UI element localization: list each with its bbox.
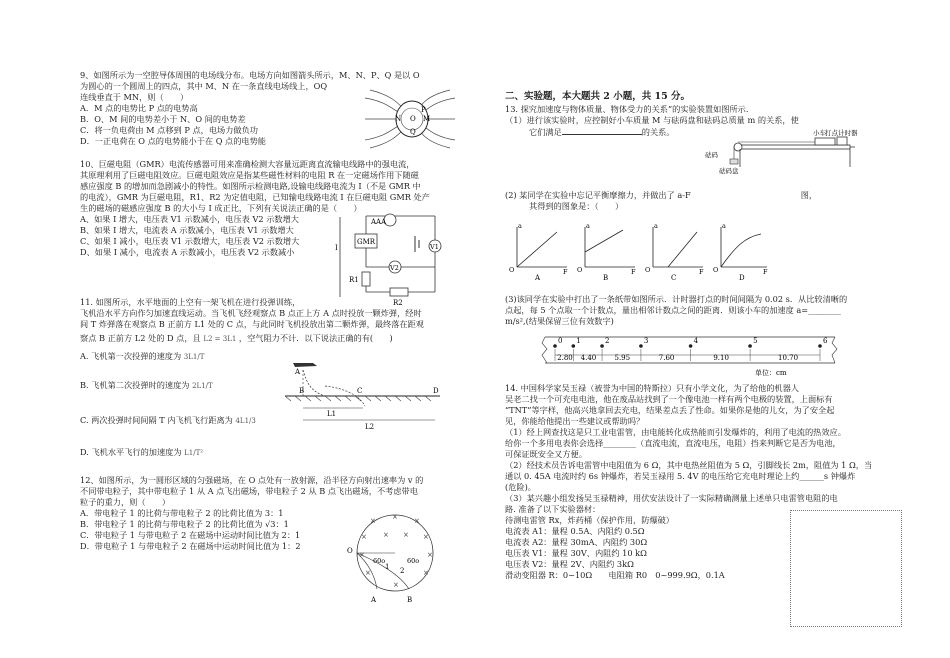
q10-label-r2: R2 <box>393 299 403 307</box>
q14-line: （1）经上网查找这是只工业电雷管，由电能转化成热能而引发爆炸的，利用了电流的热效应。 <box>505 427 846 437</box>
q13-line: 它们满足 <box>529 127 562 137</box>
q10-stem-line: 的电流），GMR 为巨磁电阻，R1、R2 为定值电阻，已知输电线路电流 I 在巨磁电阻 GMR 处产 <box>80 192 430 202</box>
q12-option-c: C．带电粒子 1 与带电粒子 2 在磁场中运动时间比值为 2：1 <box>80 530 301 540</box>
q11-label-b: B <box>299 387 305 395</box>
q9-label-q: Q <box>410 128 416 136</box>
question-11 <box>80 297 424 363</box>
q13-graph-a-axis: a <box>722 222 726 230</box>
q13-graph-d[interactable] <box>713 222 768 282</box>
q12-option-d: D．带电粒子 1 与带电粒子 2 在磁场中运动时间比值为 1：2 <box>80 541 301 551</box>
q9-label-n: N <box>395 115 402 123</box>
q13-graph-c[interactable] <box>645 222 704 282</box>
q13-graph-a-axis: a <box>586 222 590 230</box>
q14-line: （3）某兴趣小组发扬吴玉禄精神，用伏安法设计了一实际精确测量上述单只电雷管电阻的电 <box>505 493 838 503</box>
tape-point-label: 3 <box>643 337 649 345</box>
tape-point-label: 5 <box>753 337 758 345</box>
q14-line: 14. 中国科学家吴玉禄（被誉为中国的特斯拉）只有小学文化，为了给他的机器人 <box>505 383 799 393</box>
q14-line: 可保证既安全又方便。 <box>505 449 587 459</box>
q13-part-2 <box>505 190 817 212</box>
q10-option-d: D、如果 I 减小，电流表 A 示数减小，电压表 V2 示数减小 <box>80 247 295 257</box>
q11-option-c-value: 4L1/3 <box>235 417 256 425</box>
tape-point <box>818 344 822 348</box>
svg-text:×: × <box>423 569 429 577</box>
q10-option-a: A、如果 I 增大，电压表 V1 示数减小，电压表 V2 示数增大 <box>80 214 299 224</box>
q14-line: 电压表 V2：量程 2V、内阻约 3kΩ <box>505 559 634 569</box>
tape-point-label: 1 <box>576 337 581 345</box>
q11-option-a: A. 飞机第一次投弹的速度为 <box>80 351 182 361</box>
q12-label-1: 1 <box>385 563 390 571</box>
q9-option-b: B．O、M 间的电势差小于 N、O 间的电势差 <box>80 114 246 124</box>
q10-stem-line: 其原理利用了巨磁电阻效应。巨磁电阻效应是指某些磁性材料的电阻 R 在一定磁场作用下随磁 <box>80 170 419 180</box>
q14-line: 吴老二找一个可充电电池，他在废品站找到了一个像电池一样有两个电极的装置，上面标有 <box>505 394 833 404</box>
q11-option-a-value: 3L1/T <box>183 353 205 361</box>
q14-line: 给你一个多用电表你会选择________（直流电流，直流电压，电阻）挡来判断它是否为电池， <box>505 438 841 448</box>
q9-label-m: M <box>423 115 431 123</box>
q11-option-d: D. 飞机水平飞行的加速度为 <box>80 447 182 457</box>
q13-part-3 <box>505 294 847 327</box>
svg-text:×: × <box>403 531 409 539</box>
tape-point <box>639 344 643 348</box>
tape-point <box>689 344 693 348</box>
q9-stem-line: 为圆心的一个圆周上的四点，其中 M、N 在一条直线电场线上，OQ <box>80 81 328 91</box>
tape-distance-label: 9.10 <box>713 354 729 362</box>
tape-point-label: 6 <box>823 337 828 345</box>
q13-line: 13. 探究加速度与物体质量、物体受力的关系”的实验装置如图所示. <box>505 104 749 114</box>
q11-option-b-value: 2L1/T <box>192 382 213 390</box>
q13-line: 的关系。 <box>641 127 675 137</box>
q13-part2-line: (2) 某同学在实验中忘记平衡摩擦力，并做出了 a-F <box>505 190 691 200</box>
q14-line: 电流表 A2：量程 30mA、内阻约 30Ω <box>505 537 648 547</box>
q11-option-b: B. 飞机第二次投弹时的速度为 <box>80 380 190 390</box>
q13-graph-b[interactable] <box>577 222 636 282</box>
q13-af-graphs <box>505 222 768 282</box>
q11-label-l1: L1 <box>327 410 337 418</box>
svg-text:×: × <box>393 581 399 589</box>
q14-line: 通以 0. 45A 电流时约 6s 钟爆炸，若吴玉禄用 5. 4V 的电压给它充电时理论上约______s 钟爆炸 <box>505 471 856 481</box>
q10-label-i: I <box>335 244 338 252</box>
tape-point <box>600 344 604 348</box>
q12-option-b: B．带电粒子 1 的比荷与带电粒子 2 的比荷比值为 <box>80 519 263 529</box>
q13-graph-f-axis: F <box>563 268 568 276</box>
svg-text:×: × <box>414 517 420 525</box>
q9-stem-line: 9、如图所示为一空腔导体周围的电场线分布。电场方向如图箭头所示，M、N、P、Q 是以 O <box>80 70 420 80</box>
q9-option-d: D．一正电荷在 O 点的电势能小于在 Q 点的电势能 <box>80 136 266 146</box>
q12-label-a: A <box>371 596 377 604</box>
q9-label-p: P <box>421 106 426 114</box>
q14-line: 待测电雷管 Rx，炸药桶（保护作用，防爆破） <box>505 515 674 525</box>
svg-text:×: × <box>392 513 398 521</box>
q12-label-2: 2 <box>400 567 405 575</box>
q10-label-gmr: GMR <box>357 238 376 246</box>
q13-label-weight-pan: 砝码盘 <box>719 167 739 175</box>
q14-line: “TNT”等字样，他高兴地拿回去充电，结果差点丢了性命。如果你是他的儿女，为了安全起 <box>505 405 835 415</box>
q13-part3-line: (3)该同学在实验中打出了一条纸带如图所示．计时器打点的时间间隔为 0.02 s．从比较清晰的 <box>505 294 848 304</box>
q11-option-d-row <box>80 447 203 459</box>
q11-option-d-value: L1/T² <box>184 449 204 457</box>
q10-label-v1: V1 <box>430 243 439 251</box>
tape-distance-label: 2.80 <box>557 354 573 362</box>
q13-answer-blank <box>562 126 642 135</box>
q13-apparatus-figure <box>705 127 858 175</box>
tape-point-label: 0 <box>558 337 563 345</box>
tape-distance-label: 10.70 <box>778 354 799 362</box>
q13-graph-origin: O <box>713 266 719 274</box>
tape-point <box>748 344 752 348</box>
svg-text:×: × <box>383 531 389 539</box>
q11-label-l2: L2 <box>365 423 375 431</box>
q9-option-a: A．M 点的电势比 P 点的电势高 <box>80 103 198 113</box>
q11-stem-line: 飞机沿水平方向作匀加速直线运动。当飞机飞经观察点 B 点正上方 A 点时投放一颗炸弹，经时 <box>80 308 422 318</box>
q10-option-b: B、如果 I 增大，电流表 A 示数减小，电压表 V1 示数增大 <box>80 225 294 235</box>
q11-label-d: D <box>433 387 439 395</box>
q12-stem-line: 12、如图所示，为一圆形区域的匀强磁场，在 O 点处有一放射源，沿半径方向射出速率为 v 的 <box>80 475 424 485</box>
q14-line: 滑动变阻器 R：0~10Ω 电阻箱 R0 0~999.9Ω，0.1A <box>505 570 725 580</box>
q13-paper-tape <box>545 331 835 376</box>
q13-label-cart: 小车 <box>813 129 826 137</box>
q10-stem-line: 生的磁场的磁感应强度 B 的大小与 I 成正比，下列有关说法正确的是（ ） <box>80 203 362 213</box>
q14-line: 电流表 A1：量程 0.5A、内阻约 0.5Ω <box>505 526 645 536</box>
q10-gmr-circuit-figure <box>335 212 445 307</box>
q13-graph-label-d: D <box>739 274 745 282</box>
q10-stem-line: 感应强度 B 的增加而急剧减小的特性。如图所示检测电路,设输电线路电流为 I（不是 GMR 中 <box>80 181 421 191</box>
svg-text:×: × <box>365 569 371 577</box>
q11-relation: L2 = 3L1 <box>203 335 237 343</box>
tape-point <box>571 344 575 348</box>
tape-point <box>553 344 557 348</box>
q13-tape-unit: 单位：cm <box>755 369 787 377</box>
q10-stem-line: 10、巨磁电阻（GMR）电流传感器可用来准确检测大容量远距离直流输电线路中的强电流， <box>80 159 415 169</box>
q14-line: 见，你能给他提出一些建议或帮助吗？ <box>505 416 645 426</box>
q12-option-b-value: √3：1 <box>265 519 289 529</box>
svg-text:×: × <box>423 533 429 541</box>
q11-option-c: C. 两次投弹时间间隔 T 内飞机飞行距离为 <box>80 415 233 425</box>
q12-label-60-left: 60o <box>373 557 386 565</box>
q12-label-b: B <box>407 596 413 604</box>
svg-text:×: × <box>359 551 365 559</box>
svg-text:×: × <box>361 533 367 541</box>
q13-graph-a-axis: a <box>654 222 658 230</box>
q13-graph-a[interactable] <box>509 222 568 282</box>
q13-part2-line: 其得到的图象是：（ ） <box>529 201 624 211</box>
q12-option-a: A．带电粒子 1 的比荷与带电粒子 2 的比荷比值为 3：1 <box>80 508 284 518</box>
tape-point-label: 4 <box>693 337 699 345</box>
q11-label-a: A <box>295 368 301 376</box>
tape-distance-label: 4.40 <box>580 354 597 362</box>
section-title: 二、实验题，本大题共 2 小题，共 15 分。 <box>505 91 691 102</box>
q9-label-o: O <box>410 115 416 123</box>
q12-stem-line: 粒子的重力，则（ ） <box>80 497 171 507</box>
q10-label-v2: V2 <box>390 264 399 272</box>
tape-distance-label: 7.60 <box>658 354 675 362</box>
q9-electric-field-figure <box>365 88 455 150</box>
q13-graph-origin: O <box>577 266 583 274</box>
svg-text:×: × <box>370 517 376 525</box>
q13-part3-line: 点起，每 5 个点取一个计数点，量出相邻计数点之间的距离．则该小车的加速度 a=________ <box>505 305 841 315</box>
q9-stem-line: 连线垂直于 MN，则（ ） <box>80 92 189 102</box>
q11-label-c: C <box>357 387 363 395</box>
q11-stem-line: ，空气阻力不计．以下说法正确的有( ) <box>238 333 393 343</box>
q10-option-c: C、如果 I 减小，电压表 V1 示数增大，电压表 V2 示数增大 <box>80 236 300 246</box>
q14-line: 电压表 V1：量程 30V、内阻约 10 kΩ <box>505 548 647 558</box>
q14-line: （2）经技术员告诉电雷管中电阻值为 6 Ω，其中电热丝阻值为 5 Ω，引脚线长 2m，阻值为 1 Ω，当 <box>505 460 873 470</box>
q12-label-60-right: 60o <box>407 557 420 565</box>
q14-circuit-answer-box[interactable] <box>790 510 902 627</box>
q13-label-timer: 打点计时器 <box>825 129 858 137</box>
q13-part3-line: m/s²,(结果保留三位有效数字) <box>505 316 614 326</box>
q9-option-c: C．将一负电荷由 M 点移到 P 点，电场力做负功 <box>80 125 258 135</box>
q13-label-weights: 砝码 <box>705 151 718 159</box>
q11-option-c-row <box>80 415 256 427</box>
q13-graph-label-c: C <box>671 274 677 282</box>
q13-graph-label-b: B <box>603 274 609 282</box>
tape-point-label: 2 <box>605 337 610 345</box>
q13-graph-origin: O <box>509 266 515 274</box>
q14-line: (危险)。 <box>505 482 536 492</box>
q13-graph-f-axis: F <box>699 268 704 276</box>
q10-label-ammeter: AAA <box>371 218 387 226</box>
q11-bombing-figure <box>285 358 440 433</box>
q11-stem-line: 11. 如图所示，水平地面的上空有一架飞机在进行投弹训练， <box>80 297 301 307</box>
q13-graph-f-axis: F <box>763 268 768 276</box>
q13-graph-label-a: A <box>535 274 541 282</box>
q13-line: （1）进行该实验时，应控制好小车质量 M 与砝码盘和砝码总质量 m 的关系，使 <box>505 115 799 125</box>
tape-distance-label: 5.95 <box>614 354 631 362</box>
svg-text:×: × <box>427 551 433 559</box>
q12-stem-line: 不同带电粒子，其中带电粒子 1 从 A 点飞出磁场，带电粒子 2 从 B 点飞出磁场，不考虑带电 <box>80 486 418 496</box>
q13-part2-line: 图， <box>800 190 818 200</box>
q13-graph-a-axis: a <box>518 222 522 230</box>
q13-graph-origin: O <box>645 266 651 274</box>
q12-label-o: O <box>347 547 353 555</box>
q11-stem-line: 察点 B 正前方 L2 处的 D 点，且 <box>80 333 201 343</box>
q10-label-r1: R1 <box>349 276 359 284</box>
q12-magnetic-field-figure <box>345 505 445 615</box>
q11-option-b-row <box>80 380 213 392</box>
q13-graph-f-axis: F <box>631 268 636 276</box>
q11-stem-line: 间 T 炸弹落在观察点 B 正前方 L1 处的 C 点，与此同时飞机投放出第二颗炸弹，最终落在距观 <box>80 319 424 329</box>
q14-line: 路. 准备了以下实验器材： <box>505 504 601 514</box>
